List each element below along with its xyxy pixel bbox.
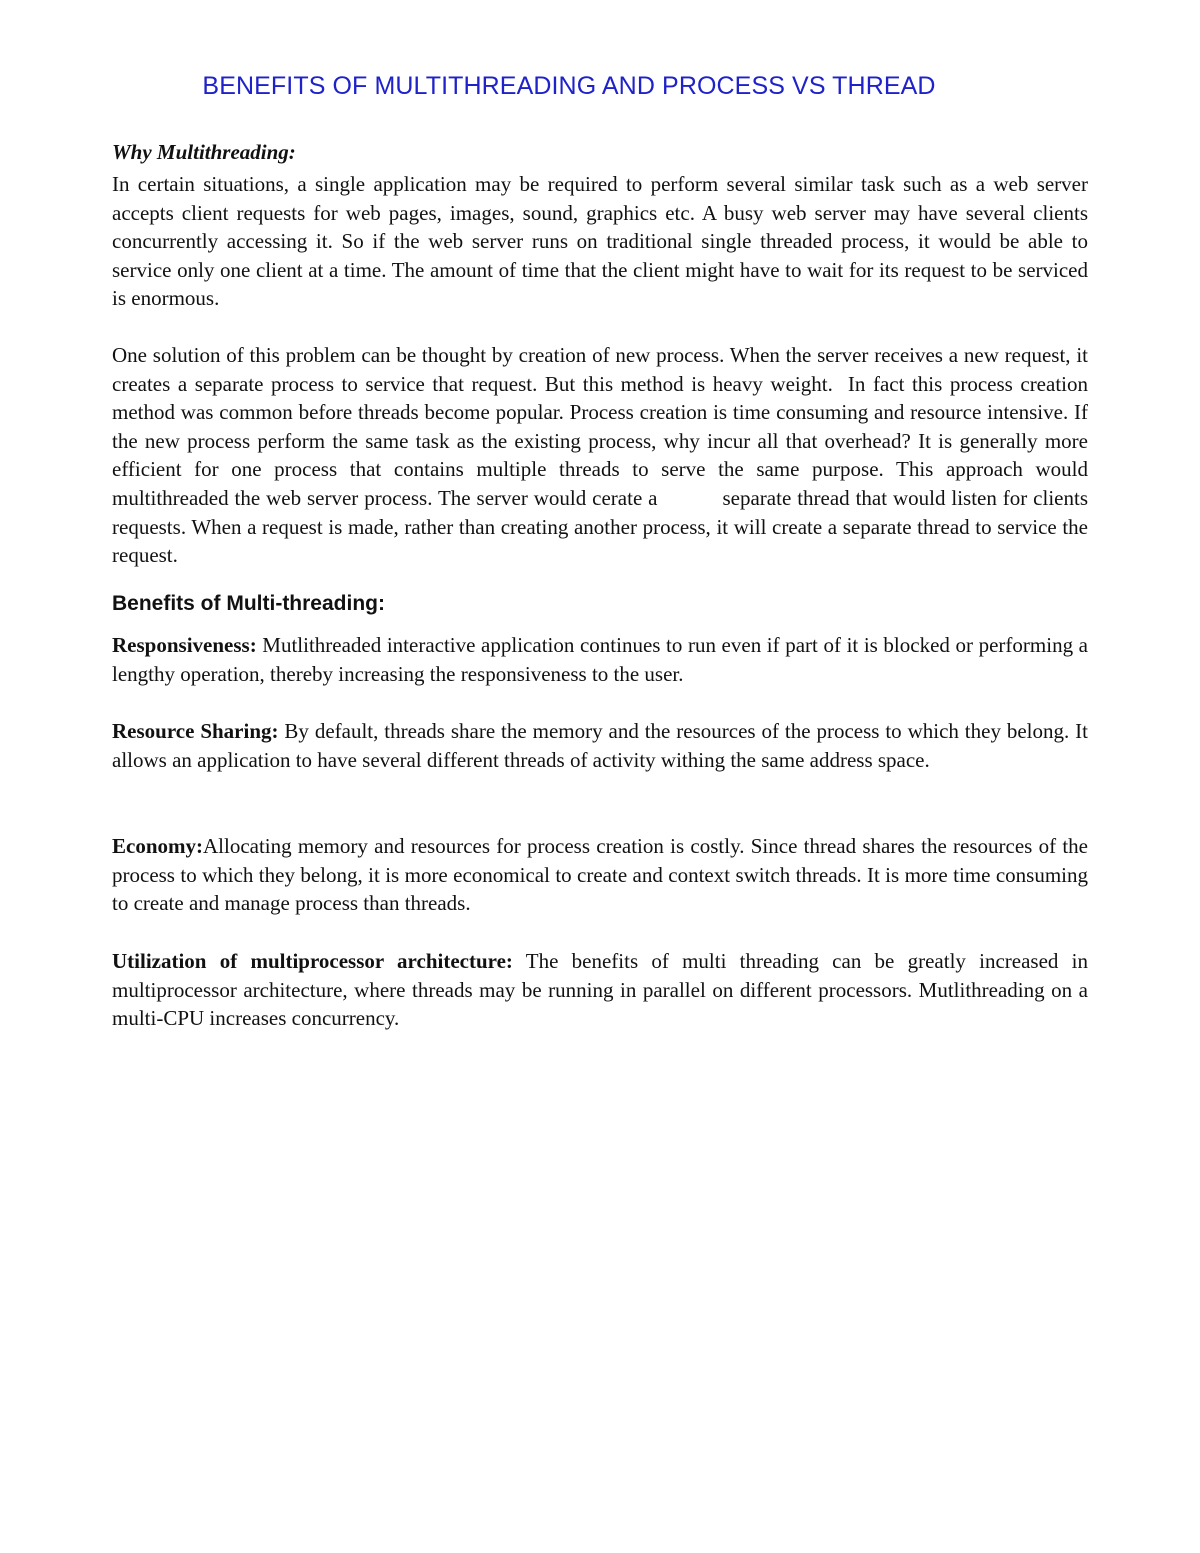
intro-paragraph: In certain situations, a single application may be required to perform several similar task such as a web server accepts client requests for web pages, images, sound, graphics etc. A busy web server may have several clients concurrently accessing it. So if the web server runs on traditional single threaded process, it would be able to service only one client at a time. The amount of time that the client might have to wait for its request to be serviced is enormous. [112, 172, 1088, 311]
page-title: BENEFITS OF MULTITHREADING AND PROCESS VS THREAD [202, 72, 936, 100]
benefit-multiprocessor [112, 947, 1088, 1033]
benefit-responsiveness [112, 631, 1088, 688]
benefits-heading: Benefits of Multi-threading: [112, 592, 385, 615]
benefit-term: Responsiveness: [112, 633, 257, 657]
solution-paragraph: One solution of this problem can be thought by creation of new process. When the server receives a new request, it creates a separate process to service that request. But this method is heavy weight. In fact this process creation method was common before threads become popular. Process creation is time consuming and resource intensive. If the new process perform the same task as the existing process, why incur all that overhead? It is generally more efficient for one process that contains multiple threads to serve the same purpose. This approach would multithreaded the web server process. The server would cerate a separate thread that would listen for clients requests. When a request is made, rather than creating another process, it will create a separate thread to service the request. [112, 343, 1094, 568]
benefit-text: The benefits of multi threading can be greatly increased in multiprocessor architecture, where threads may be running in parallel on different processors. Mutlithreading on a multi-CPU increases concurrency. [112, 949, 1088, 1031]
benefit-term: Utilization of multiprocessor architecture: [112, 949, 513, 973]
benefit-term: Resource Sharing: [112, 719, 279, 743]
benefit-economy [112, 832, 1088, 918]
why-multithreading-heading: Why Multithreading: [112, 140, 296, 164]
benefit-resource-sharing [112, 717, 1088, 774]
benefit-text: Allocating memory and resources for process creation is costly. Since thread shares the resources of the process to which they belong, it is more economical to create and context switch threads. It is more time consuming to create and manage process than threads. [112, 834, 1088, 916]
benefit-text: Mutlithreaded interactive application continues to run even if part of it is blocked or performing a lengthy operation, thereby increasing the responsiveness to the user. [112, 633, 1088, 686]
benefit-term: Economy: [112, 834, 203, 858]
benefit-text: By default, threads share the memory and the resources of the process to which they belong. It allows an application to have several different threads of activity withing the same address space. [112, 719, 1088, 772]
